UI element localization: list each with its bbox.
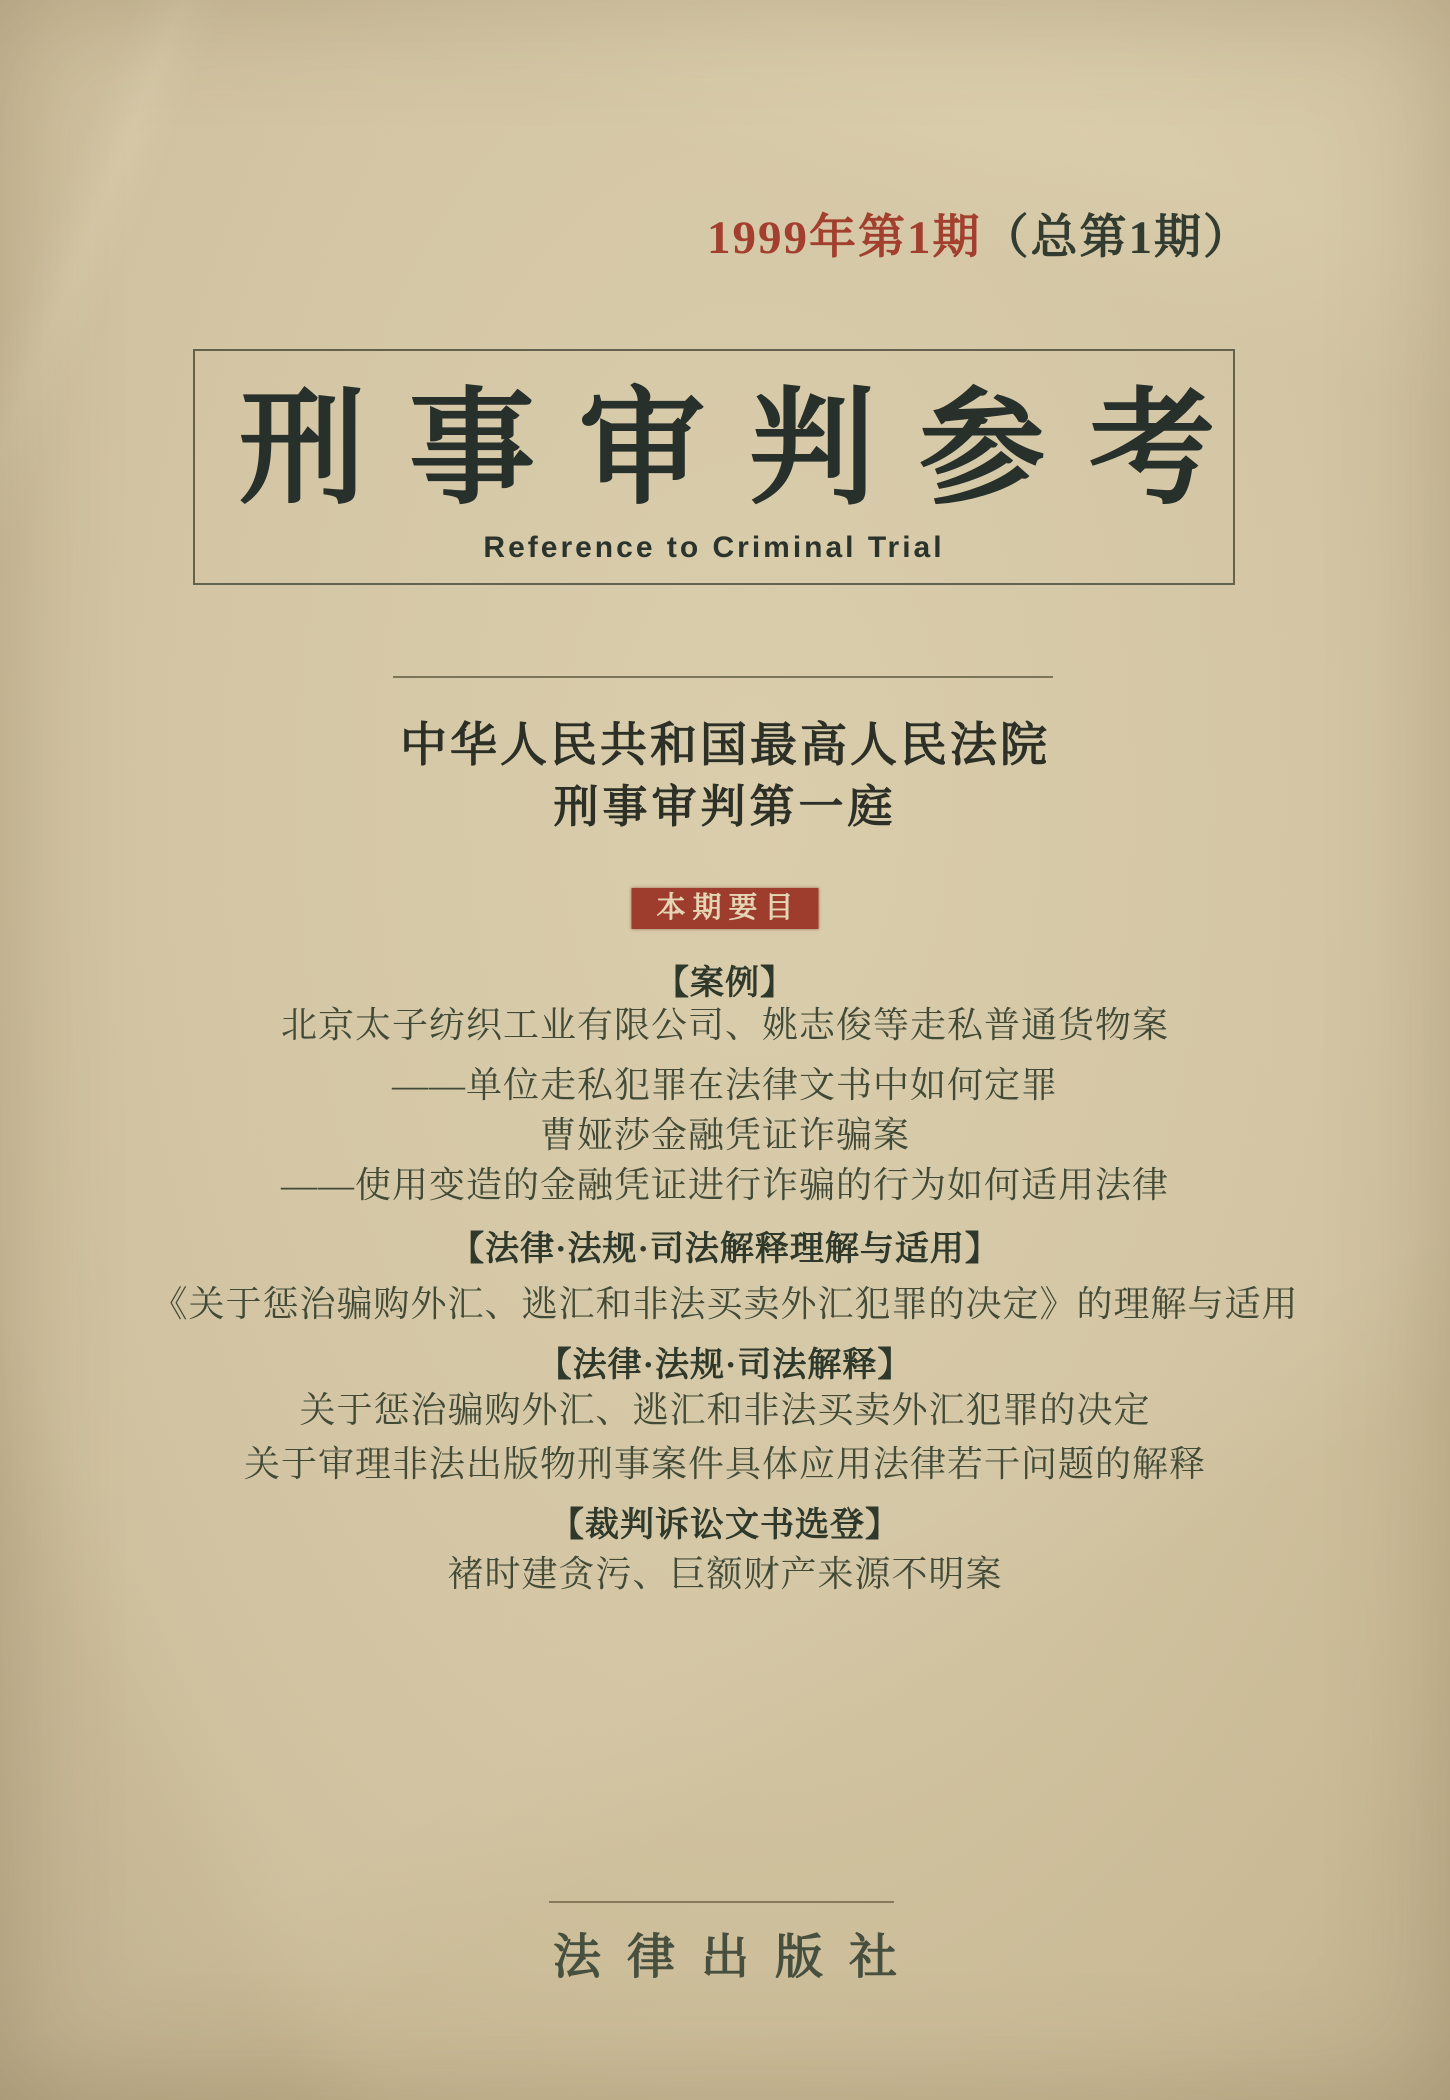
contents-item: 关于惩治骗购外汇、逃汇和非法买卖外汇犯罪的决定 [299, 1390, 1151, 1430]
contents-badge: 本期要目 [631, 888, 818, 929]
contents-item: ——单位走私犯罪在法律文书中如何定罪 [391, 1065, 1058, 1105]
organization-line2: 刑事审判第一庭 [553, 781, 897, 832]
contents-item: 曹娅莎金融凭证诈骗案 [539, 1115, 910, 1155]
issue-number: 1999年第1期 [707, 212, 982, 264]
contents-item: 《关于惩治骗购外汇、逃汇和非法买卖外汇犯罪的决定》的理解与适用 [151, 1284, 1299, 1324]
contents-item: ——使用变造的金融凭证进行诈骗的行为如何适用法律 [280, 1165, 1169, 1205]
organization-line1: 中华人民共和国最高人民法院 [400, 718, 1050, 771]
section-header-cases: 【案例】 [655, 965, 795, 1002]
book-title: 刑事审判参考 [239, 381, 1259, 520]
publisher-name: 法律出版社 [552, 1931, 923, 1984]
masthead-box [193, 349, 1259, 585]
section-header-laws-regulations: 【法律·法规·司法解释】 [537, 1347, 913, 1384]
contents-item: 北京太子纺织工业有限公司、姚志俊等走私普通货物案 [280, 1005, 1169, 1045]
contents-item: 关于审理非法出版物刑事案件具体应用法律若干问题的解释 [243, 1444, 1206, 1484]
publisher-rule-line [549, 1901, 894, 1903]
divider-line [393, 676, 1053, 678]
section-header-interpretation-application: 【法律·法规·司法解释理解与适用】 [450, 1231, 1000, 1268]
issue-total: （总第1期） [981, 212, 1252, 264]
section-header-judgment-documents: 【裁判诉讼文书选登】 [550, 1507, 900, 1544]
contents-item: 褚时建贪污、巨额财产来源不明案 [447, 1554, 1003, 1594]
book-subtitle-english: Reference to Criminal Trial [483, 531, 945, 565]
issue-line [707, 200, 1252, 267]
